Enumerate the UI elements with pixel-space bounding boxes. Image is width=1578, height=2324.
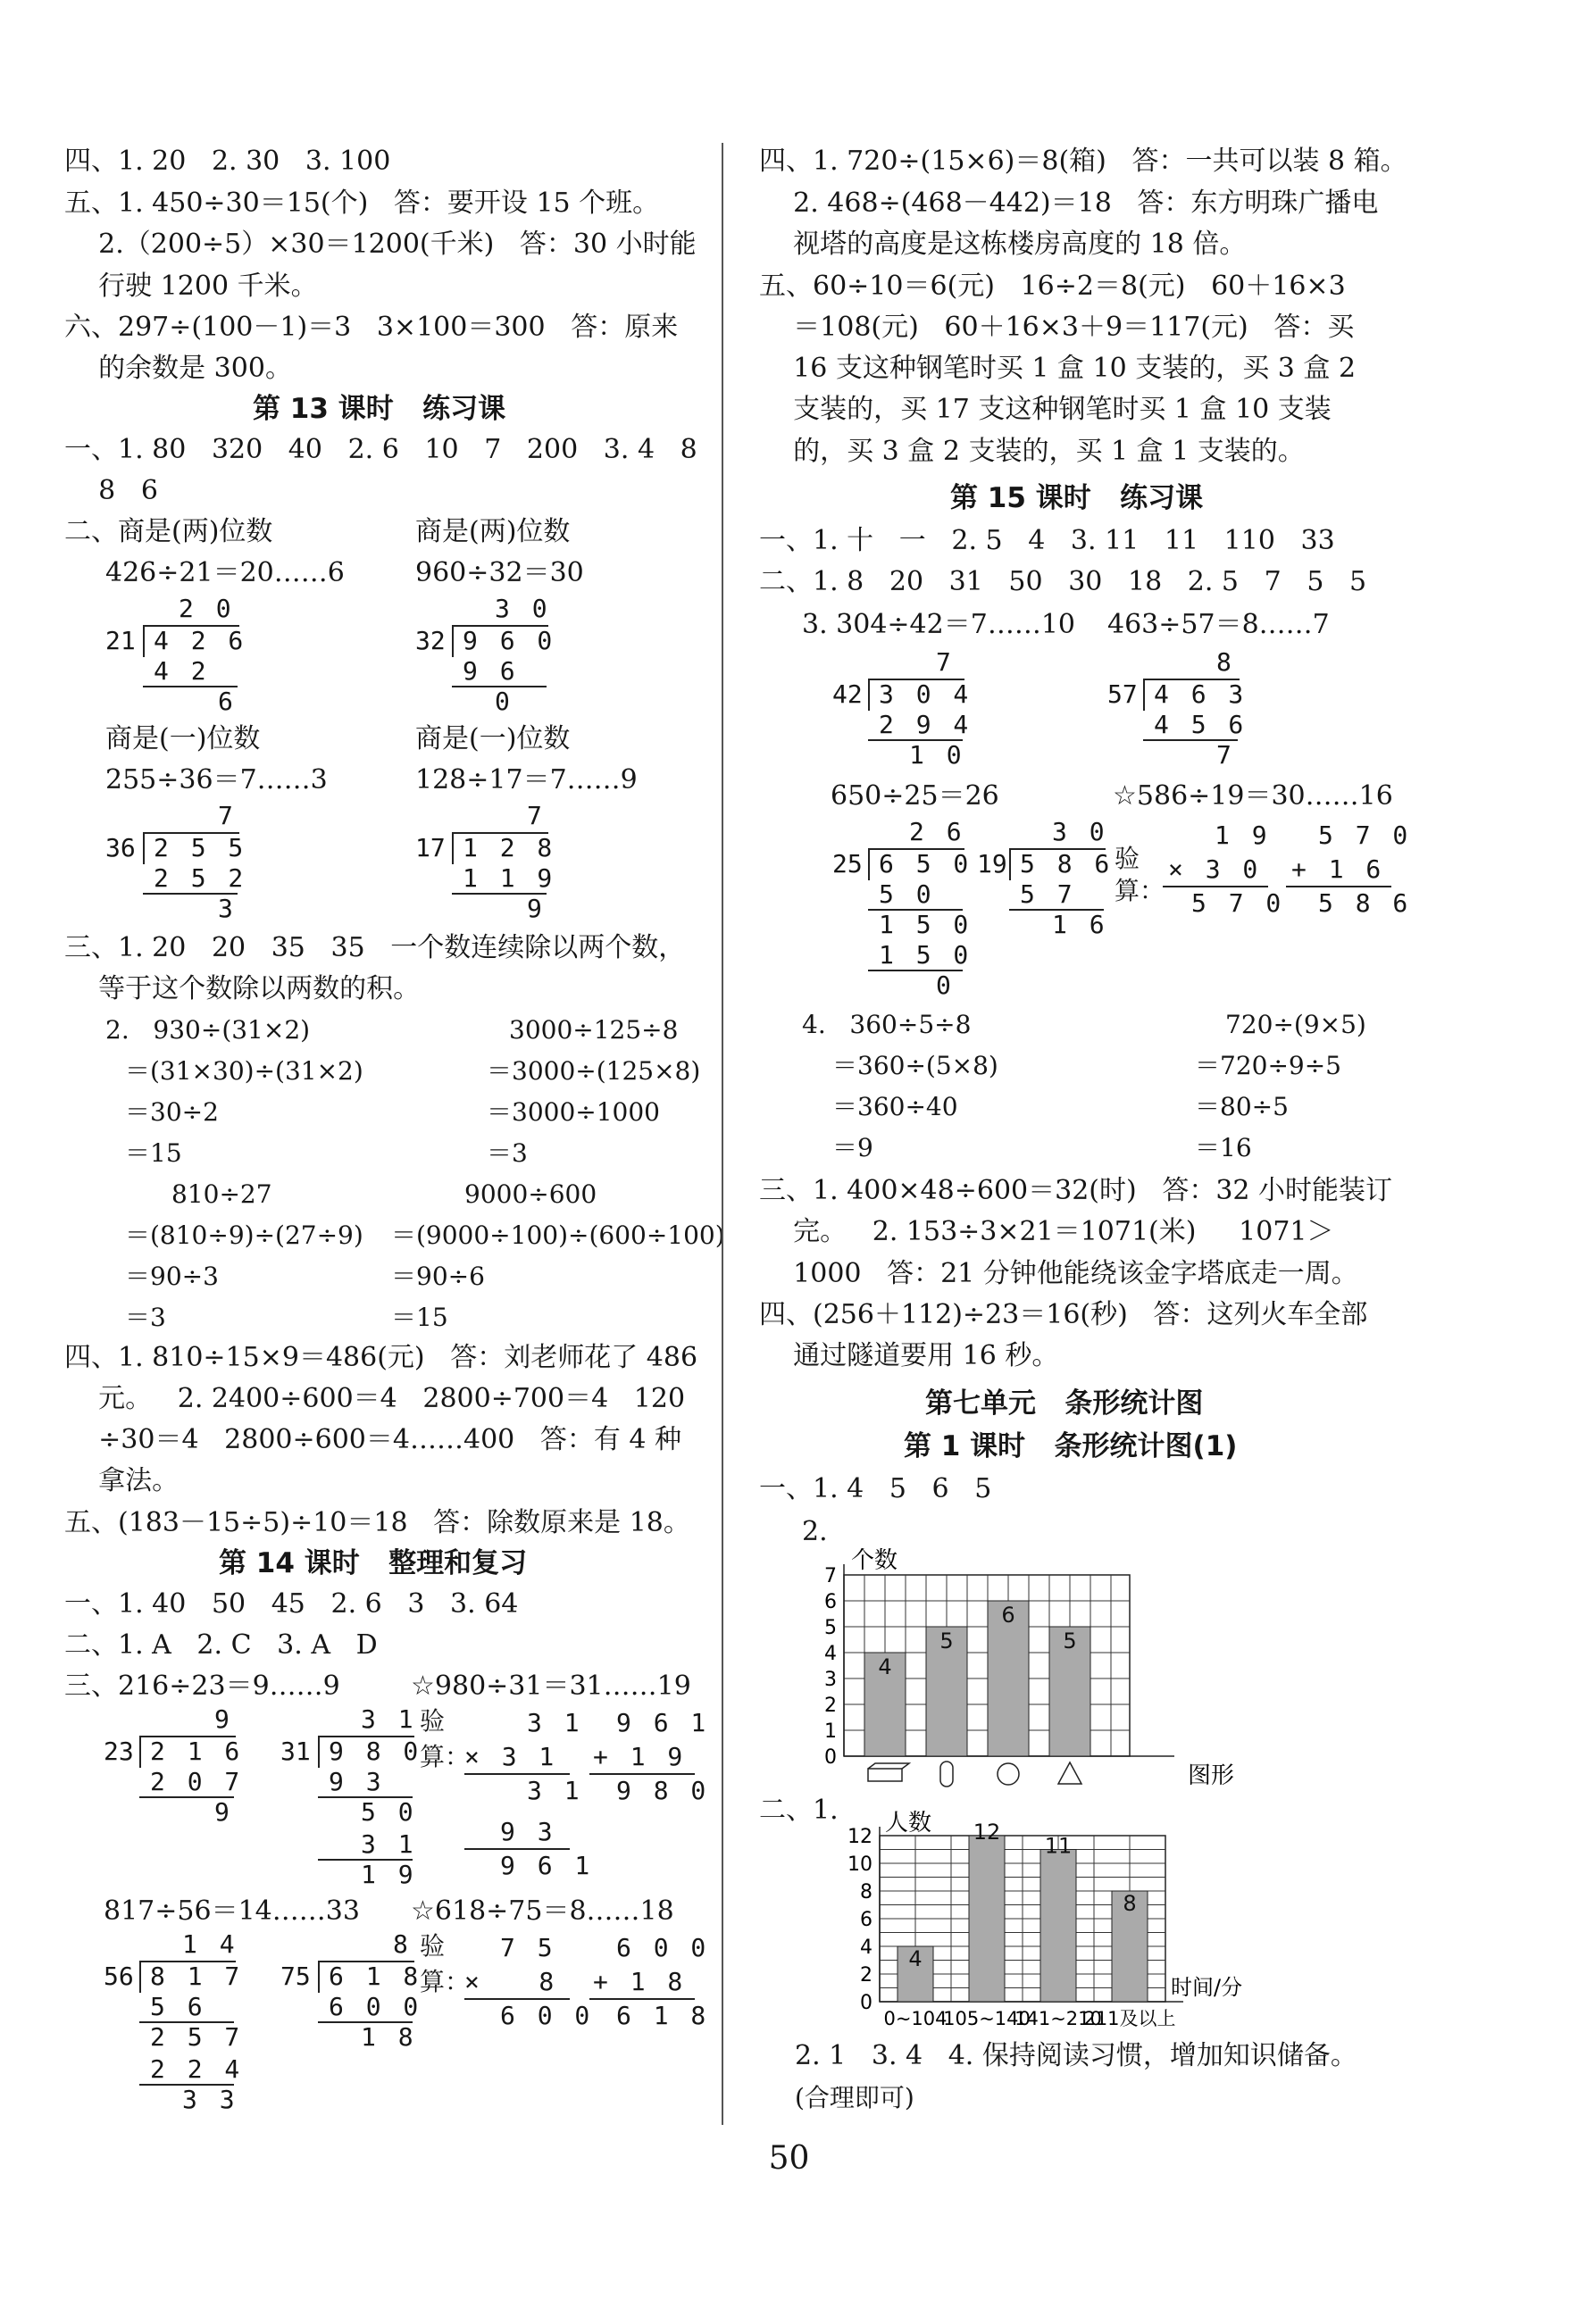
remainder: 3 3 bbox=[182, 2085, 238, 2114]
verify-label: 算： bbox=[420, 1967, 471, 1996]
answer-line: 一、1. 80 320 40 2. 6 10 7 200 3. 4 8 bbox=[64, 434, 697, 465]
product: 5 7 bbox=[1020, 879, 1076, 909]
answer-line: 二、商是(两)位数 bbox=[64, 516, 273, 547]
product: 2 2 4 bbox=[150, 2054, 244, 2084]
answer-line: 五、(183－15÷5)÷10＝18 答：除数原来是 18。 bbox=[64, 1507, 690, 1538]
answer-line: 六、297÷(100－1)＝3 3×100＝300 答：原来 bbox=[64, 312, 679, 343]
calc-step: ＝3 bbox=[487, 1138, 528, 1168]
verify-digit: 5 7 0 bbox=[1191, 888, 1285, 918]
dividend: 9 8 0 bbox=[329, 1737, 422, 1766]
answer-line: 的余数是 300。 bbox=[64, 353, 292, 384]
product: 9 3 bbox=[329, 1767, 385, 1796]
verify-digit: 1 9 bbox=[1215, 820, 1271, 850]
equation: 463÷57＝8……7 bbox=[1107, 609, 1330, 640]
product: 1 5 0 bbox=[879, 940, 973, 970]
verify-digit: × 3 0 bbox=[1168, 854, 1262, 884]
dividend: 6 5 0 bbox=[879, 849, 973, 879]
answer-line: ☆618÷75＝8……18 bbox=[411, 1895, 674, 1927]
dividend: 4 2 6 bbox=[154, 626, 247, 655]
y-axis-label: 人数 bbox=[885, 1810, 932, 1837]
x-axis-label: 时间/分 bbox=[1171, 1975, 1243, 2000]
remainder: 1 9 bbox=[361, 1860, 417, 1889]
lesson-title: 第 15 课时 练习课 bbox=[950, 482, 1204, 514]
divisor: 36 bbox=[105, 833, 136, 862]
divisor: 21 bbox=[105, 626, 136, 655]
answer-line: 8 6 bbox=[64, 475, 158, 506]
column-divider bbox=[722, 143, 723, 2125]
equation: 650÷25＝26 bbox=[831, 780, 999, 812]
answer-line: 行驶 1200 千米。 bbox=[64, 271, 318, 302]
product: 6 0 0 bbox=[329, 1992, 422, 2021]
verify-digit: 6 0 0 bbox=[616, 1933, 710, 1962]
remainder: 3 bbox=[218, 894, 237, 923]
y-tick-label: 12 bbox=[847, 1826, 872, 1848]
remainder: 1 0 bbox=[909, 740, 965, 770]
quotient: 2 6 bbox=[909, 817, 965, 846]
bar bbox=[969, 1836, 1005, 2002]
y-tick-label: 5 bbox=[824, 1617, 837, 1639]
calc-step: ＝15 bbox=[391, 1303, 448, 1332]
calc-step: 9000÷600 bbox=[464, 1179, 597, 1209]
bar-data-label: 6 bbox=[1001, 1603, 1015, 1628]
calc-step: ＝3000÷(125×8) bbox=[487, 1056, 701, 1086]
cuboid-icon-top bbox=[868, 1763, 909, 1769]
answer-line: 一、1. 40 50 45 2. 6 3 3. 64 bbox=[64, 1588, 519, 1620]
verify-line bbox=[464, 1998, 570, 2000]
dividend: 9 6 0 bbox=[463, 626, 556, 655]
verify-line bbox=[589, 1998, 695, 2000]
cuboid-icon bbox=[868, 1769, 902, 1781]
verify-digit: 9 6 1 bbox=[616, 1708, 710, 1737]
calc-step: 720÷(9×5) bbox=[1225, 1010, 1366, 1039]
calc-step: ＝90÷3 bbox=[125, 1262, 219, 1291]
verify-digit: 6 1 8 bbox=[616, 2001, 710, 2030]
bar-data-label: 4 bbox=[908, 1946, 923, 1971]
quotient: 7 bbox=[527, 801, 546, 830]
remainder: 9 bbox=[214, 1797, 233, 1827]
remainder: 2 5 7 bbox=[150, 2022, 244, 2052]
triangle-icon bbox=[1058, 1762, 1081, 1784]
answer-line: 二、1. bbox=[759, 1795, 839, 1826]
page-number: 50 bbox=[768, 2140, 810, 2177]
y-tick-label: 10 bbox=[847, 1853, 872, 1876]
answer-line: ＝108(元) 60＋16×3＋9＝117(元) 答：买 bbox=[759, 312, 1355, 343]
y-tick-label: 2 bbox=[824, 1695, 837, 1717]
answer-line: 商是(两)位数 bbox=[415, 516, 571, 547]
calc-step: ＝9 bbox=[832, 1133, 873, 1162]
equation: 3. 304÷42＝7……10 bbox=[802, 609, 1075, 640]
x-tick-label: 211及以上 bbox=[1083, 2008, 1176, 2029]
y-tick-label: 0 bbox=[824, 1746, 837, 1769]
bar-data-label: 5 bbox=[1063, 1628, 1077, 1653]
quotient: 7 bbox=[218, 801, 237, 830]
x-tick-label: 141~210 bbox=[1014, 2008, 1102, 2029]
product: 9 6 bbox=[463, 656, 519, 686]
divisor: 32 bbox=[415, 626, 446, 655]
calc-step: 810÷27 bbox=[171, 1179, 272, 1209]
bar bbox=[1040, 1850, 1076, 2003]
calc-step: 4. 360÷5÷8 bbox=[802, 1010, 972, 1039]
verify-digit: 6 0 0 bbox=[500, 2001, 594, 2030]
divisor: 23 bbox=[104, 1737, 134, 1766]
answer-line: 2.（200÷5）×30＝1200(千米) 答：30 小时能 bbox=[64, 229, 697, 260]
calc-step: ＝15 bbox=[125, 1138, 182, 1168]
bar-data-label: 4 bbox=[878, 1654, 892, 1679]
product: 2 5 2 bbox=[154, 863, 247, 893]
divisor: 57 bbox=[1107, 679, 1138, 709]
answer-line: 三、216÷23＝9……9 bbox=[64, 1670, 340, 1702]
unit-title: 第七单元 条形统计图 bbox=[925, 1387, 1204, 1420]
calc-step: 3000÷125÷8 bbox=[509, 1015, 679, 1045]
answer-line: 四、1. 20 2. 30 3. 100 bbox=[64, 146, 391, 177]
divisor: 17 bbox=[415, 833, 446, 862]
y-tick-label: 4 bbox=[860, 1937, 872, 1959]
answer-line: 的，买 3 盒 2 支装的，买 1 盒 1 支装的。 bbox=[759, 436, 1305, 467]
remainder: 1 6 bbox=[1052, 910, 1108, 939]
quotient: 7 bbox=[936, 647, 955, 677]
calc-step: ＝90÷6 bbox=[391, 1262, 485, 1291]
verify-digit: 5 7 0 bbox=[1318, 820, 1412, 850]
x-tick-label: 0~104 bbox=[883, 2008, 948, 2029]
remainder: 1 8 bbox=[361, 2022, 417, 2052]
bar-data-label: 11 bbox=[1044, 1833, 1073, 1859]
verify-label: 算： bbox=[420, 1742, 471, 1771]
quotient: 8 bbox=[1216, 647, 1235, 677]
answer-line: 1000 答：21 分钟他能绕该金字塔底走一周。 bbox=[759, 1258, 1358, 1289]
product: 5 0 bbox=[879, 879, 935, 909]
answer-line: 商是(一)位数 bbox=[415, 723, 571, 754]
dividend: 2 5 5 bbox=[154, 833, 247, 862]
y-tick-label: 2 bbox=[860, 1964, 872, 1987]
answer-line: ☆980÷31＝31……19 bbox=[411, 1670, 691, 1702]
answer-line: 等于这个数除以两数的积。 bbox=[64, 973, 421, 1004]
verify-digit: 7 5 bbox=[500, 1933, 556, 1962]
answer-line: 二、1. A 2. C 3. A D bbox=[64, 1629, 378, 1661]
verify-digit: 3 1 bbox=[527, 1708, 583, 1737]
y-tick-label: 7 bbox=[824, 1565, 837, 1587]
calc-step: ＝16 bbox=[1195, 1133, 1252, 1162]
shape-count-bar-chart bbox=[804, 1509, 1277, 1795]
calc-step: ＝720÷9÷5 bbox=[1195, 1051, 1341, 1080]
verify-line bbox=[589, 1773, 695, 1775]
product: 2 9 4 bbox=[879, 710, 973, 739]
remainder: 1 5 0 bbox=[879, 910, 973, 939]
answer-line: 商是(一)位数 bbox=[105, 723, 261, 754]
product: 4 5 6 bbox=[1154, 710, 1248, 739]
answer-line: 四、1. 720÷(15×6)＝8(箱) 答：一共可以装 8 箱。 bbox=[759, 146, 1407, 177]
answer-line: 16 支这种钢笔时买 1 盒 10 支装的，买 3 盒 2 bbox=[759, 353, 1357, 384]
remainder: 7 bbox=[1216, 740, 1235, 770]
calc-step: 2. 930÷(31×2) bbox=[105, 1015, 311, 1045]
answer-line: 通过隧道要用 16 秒。 bbox=[759, 1340, 1059, 1371]
lesson-title: 第 13 课时 练习课 bbox=[253, 393, 506, 425]
verify-line bbox=[464, 1773, 570, 1775]
y-axis-label: 个数 bbox=[851, 1547, 898, 1574]
verify-label: 算： bbox=[1115, 876, 1165, 905]
product: 5 6 bbox=[150, 1992, 206, 2021]
answer-line: 三、1. 400×48÷600＝32(时) 答：32 小时能装订 bbox=[759, 1175, 1393, 1206]
dividend: 4 6 3 bbox=[1154, 679, 1248, 709]
product: 2 0 7 bbox=[150, 1767, 244, 1796]
remainder: 5 0 bbox=[361, 1797, 417, 1827]
verify-digit: + 1 6 bbox=[1291, 854, 1385, 884]
answer-line: 元。 2. 2400÷600＝4 2800÷700＝4 120 bbox=[64, 1383, 686, 1414]
answer-line: 五、60÷10＝6(元) 16÷2＝8(元) 60＋16×3 bbox=[759, 271, 1346, 302]
verify-label: 验 bbox=[420, 1931, 446, 1961]
product: 4 2 bbox=[154, 656, 210, 686]
divisor: 25 bbox=[832, 849, 863, 879]
divisor: 31 bbox=[280, 1737, 311, 1766]
answer-line: 2. 1 3. 4 4. 保持阅读习惯，增加知识储备。 bbox=[795, 2040, 1357, 2071]
answer-line: 2. 468÷(468－442)＝18 答：东方明珠广播电 bbox=[759, 187, 1379, 219]
answer-line: 五、1. 450÷30＝15(个) 答：要开设 15 个班。 bbox=[64, 187, 660, 219]
divisor: 56 bbox=[104, 1962, 134, 1991]
y-tick-label: 8 bbox=[860, 1881, 872, 1903]
bar-data-label: 12 bbox=[973, 1820, 1001, 1845]
answer-line: 四、1. 810÷15×9＝486(元) 答：刘老师花了 486 bbox=[64, 1342, 698, 1373]
lesson-title: 第 1 课时 条形统计图(1) bbox=[904, 1430, 1238, 1462]
equation: 426÷21＝20……6 bbox=[105, 557, 345, 588]
answer-line: ÷30＝4 2800÷600＝4……400 答：有 4 种 bbox=[64, 1424, 682, 1455]
calc-step: ＝(9000÷100)÷(600÷100) bbox=[391, 1220, 725, 1250]
divisor: 19 bbox=[977, 849, 1007, 879]
verify-digit: × 3 1 bbox=[464, 1742, 558, 1771]
dividend: 8 1 7 bbox=[150, 1962, 244, 1991]
remainder: 0 bbox=[495, 687, 513, 716]
bar-data-label: 5 bbox=[939, 1628, 954, 1653]
calc-step: ＝80÷5 bbox=[1195, 1092, 1289, 1121]
verify-label: 验 bbox=[420, 1706, 446, 1736]
circle-icon bbox=[998, 1763, 1019, 1785]
dividend: 2 1 6 bbox=[150, 1737, 244, 1766]
answer-line: 二、1. 8 20 31 50 30 18 2. 5 7 5 5 bbox=[759, 566, 1367, 597]
calc-step: ＝360÷40 bbox=[832, 1092, 958, 1121]
quotient: 3 0 bbox=[1052, 817, 1108, 846]
answer-line: 三、1. 20 20 35 35 一个数连续除以两个数， bbox=[64, 932, 686, 963]
divisor: 75 bbox=[280, 1962, 311, 1991]
calc-step: ＝360÷(5×8) bbox=[832, 1051, 998, 1080]
quotient: 3 1 bbox=[361, 1704, 417, 1734]
dividend: 3 0 4 bbox=[879, 679, 973, 709]
answer-line: 完。 2. 153÷3×21＝1071(米) 1071＞ bbox=[759, 1216, 1334, 1247]
calc-step: ＝(31×30)÷(31×2) bbox=[125, 1056, 363, 1086]
calc-step: ＝3 bbox=[125, 1303, 166, 1332]
x-tick-label: 105~140 bbox=[943, 2008, 1031, 2029]
quotient: 2 0 bbox=[179, 594, 235, 623]
equation: 128÷17＝7……9 bbox=[415, 764, 638, 795]
bar-data-label: 8 bbox=[1123, 1891, 1137, 1916]
lesson-title: 第 14 课时 整理和复习 bbox=[219, 1547, 528, 1579]
quotient: 1 4 bbox=[182, 1929, 238, 1959]
y-tick-label: 4 bbox=[824, 1643, 837, 1665]
divisor: 42 bbox=[832, 679, 863, 709]
cylinder-icon bbox=[940, 1762, 953, 1787]
product: 3 1 bbox=[361, 1829, 417, 1859]
verify-digit: 3 1 bbox=[527, 1776, 583, 1805]
answer-line: 四、(256＋112)÷23＝16(秒) 答：这列火车全部 bbox=[759, 1299, 1368, 1330]
answer-line: 一、1. 十 一 2. 5 4 3. 11 11 110 33 bbox=[759, 525, 1335, 556]
calc-step: ＝(810÷9)÷(27÷9) bbox=[125, 1220, 363, 1250]
reading-time-bar-chart bbox=[804, 1795, 1304, 2036]
y-tick-label: 6 bbox=[860, 1909, 872, 1931]
equation: 255÷36＝7……3 bbox=[105, 764, 328, 795]
dividend: 1 2 8 bbox=[463, 833, 556, 862]
calc-step: ＝3000÷1000 bbox=[487, 1097, 660, 1127]
equation: ☆586÷19＝30……16 bbox=[1113, 780, 1393, 812]
answer-line: 一、1. 4 5 6 5 bbox=[759, 1473, 992, 1504]
verify-digit: 9 8 0 bbox=[616, 1776, 710, 1805]
x-axis-label: 图形 bbox=[1188, 1762, 1235, 1789]
dividend: 6 1 8 bbox=[329, 1962, 422, 1991]
equation: 960÷32＝30 bbox=[415, 557, 584, 588]
y-tick-label: 6 bbox=[824, 1591, 837, 1613]
verify-digit: 9 6 1 bbox=[500, 1851, 594, 1880]
quotient: 8 bbox=[393, 1929, 412, 1959]
verify-digit: + 1 9 bbox=[593, 1742, 687, 1771]
answer-line: 拿法。 bbox=[64, 1465, 180, 1496]
verify-line bbox=[1163, 886, 1268, 887]
verify-digit: 5 8 6 bbox=[1318, 888, 1412, 918]
verify-digit: × 8 bbox=[464, 1967, 558, 1996]
answer-line: 视塔的高度是这栋楼房高度的 18 倍。 bbox=[759, 229, 1247, 260]
y-tick-label: 0 bbox=[860, 1992, 872, 2014]
quotient: 9 bbox=[214, 1704, 233, 1734]
remainder: 9 bbox=[527, 894, 546, 923]
verify-line bbox=[464, 1848, 570, 1850]
remainder: 6 bbox=[218, 687, 237, 716]
verify-digit: + 1 8 bbox=[593, 1967, 687, 1996]
answer-line: 2. bbox=[802, 1516, 828, 1547]
answer-line: (合理即可) bbox=[795, 2083, 914, 2112]
product: 1 1 9 bbox=[463, 863, 556, 893]
y-tick-label: 1 bbox=[824, 1720, 837, 1743]
remainder: 0 bbox=[936, 970, 955, 1000]
verify-label: 验 bbox=[1115, 844, 1140, 873]
dividend: 5 8 6 bbox=[1020, 849, 1114, 879]
verify-digit: 9 3 bbox=[500, 1817, 556, 1846]
answer-line: 支装的，买 17 支这种钢笔时买 1 盒 10 支装 bbox=[759, 394, 1332, 425]
calc-step: ＝30÷2 bbox=[125, 1097, 219, 1127]
quotient: 3 0 bbox=[495, 594, 551, 623]
answer-line: 817÷56＝14……33 bbox=[104, 1895, 360, 1927]
y-tick-label: 3 bbox=[824, 1669, 837, 1691]
verify-line bbox=[1286, 886, 1391, 887]
